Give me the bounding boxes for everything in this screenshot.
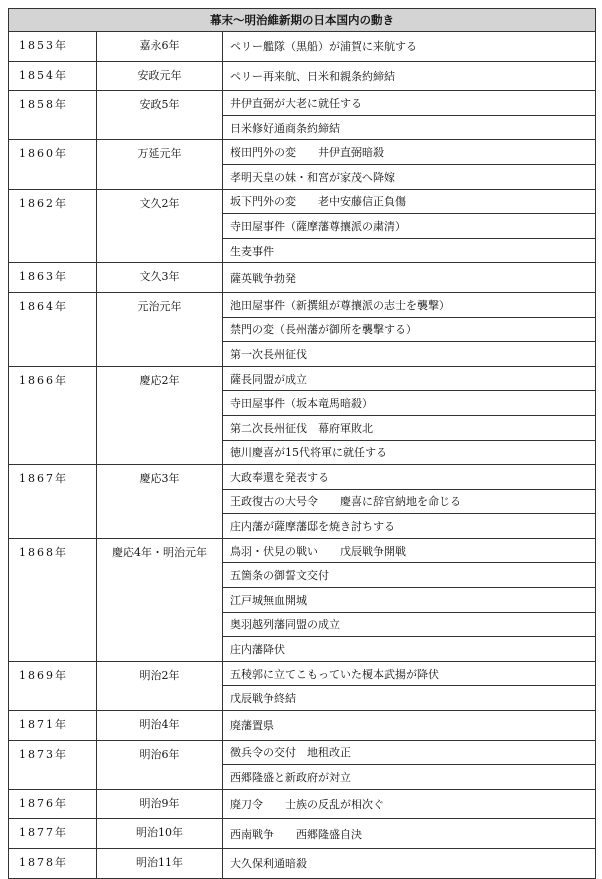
year-cell: 1860年 xyxy=(9,140,97,189)
year-cell: 1877年 xyxy=(9,819,97,849)
era-cell: 文久2年 xyxy=(97,189,223,263)
event-cell: 奥羽越列藩同盟の成立 xyxy=(223,612,596,637)
year-cell: 1878年 xyxy=(9,849,97,879)
event-cell: 井伊直弼が大老に就任する xyxy=(223,91,596,116)
year-cell: 1873年 xyxy=(9,740,97,789)
event-cell: 廃藩置県 xyxy=(223,711,596,741)
era-cell: 万延元年 xyxy=(97,140,223,189)
year-cell: 1854年 xyxy=(9,61,97,91)
table-row xyxy=(9,32,596,62)
event-cell: ペリー艦隊（黒船）が浦賀に来航する xyxy=(223,32,596,62)
year-cell: 1858年 xyxy=(9,91,97,140)
table-title: 幕末〜明治維新期の日本国内の動き xyxy=(9,9,596,32)
year-cell: 1876年 xyxy=(9,789,97,819)
year-cell: 1869年 xyxy=(9,661,97,710)
event-cell: 大久保利通暗殺 xyxy=(223,849,596,879)
event-cell: 江戸城無血開城 xyxy=(223,588,596,613)
table-row xyxy=(9,789,596,819)
table-row xyxy=(9,740,596,765)
era-cell: 元治元年 xyxy=(97,292,223,366)
event-cell: 池田屋事件（新撰組が尊攘派の志士を襲撃） xyxy=(223,292,596,317)
event-cell: 西南戦争 西郷隆盛自決 xyxy=(223,819,596,849)
event-cell: 寺田屋事件（薩摩藩尊攘派の粛清） xyxy=(223,214,596,239)
era-cell: 明治10年 xyxy=(97,819,223,849)
event-cell: 西郷隆盛と新政府が対立 xyxy=(223,765,596,790)
era-cell: 明治2年 xyxy=(97,661,223,710)
event-cell: 禁門の変（長州藩が御所を襲撃する） xyxy=(223,317,596,342)
era-cell: 明治9年 xyxy=(97,789,223,819)
event-cell: 王政復古の大号令 慶喜に辞官納地を命じる xyxy=(223,489,596,514)
event-cell: 五箇条の御誓文交付 xyxy=(223,563,596,588)
table-row xyxy=(9,189,596,214)
table-row xyxy=(9,366,596,391)
year-cell: 1867年 xyxy=(9,465,97,539)
event-cell: 庄内藩が薩摩藩邸を焼き討ちする xyxy=(223,514,596,539)
event-cell: 生麦事件 xyxy=(223,238,596,263)
event-cell: 庄内藩降伏 xyxy=(223,637,596,662)
event-cell: 第二次長州征伐 幕府軍敗北 xyxy=(223,415,596,440)
event-cell: 廃刀令 士族の反乱が相次ぐ xyxy=(223,789,596,819)
era-cell: 明治4年 xyxy=(97,711,223,741)
year-cell: 1866年 xyxy=(9,366,97,464)
table-row xyxy=(9,465,596,490)
event-cell: 坂下門外の変 老中安藤信正負傷 xyxy=(223,189,596,214)
table-row xyxy=(9,538,596,563)
era-cell: 文久3年 xyxy=(97,263,223,293)
event-cell: 戊辰戦争終結 xyxy=(223,686,596,711)
table-title-row xyxy=(9,9,596,32)
event-cell: 桜田門外の変 井伊直弼暗殺 xyxy=(223,140,596,165)
table-row xyxy=(9,91,596,116)
table-row xyxy=(9,711,596,741)
event-cell: 大政奉還を発表する xyxy=(223,465,596,490)
table-row xyxy=(9,61,596,91)
event-cell: 徳川慶喜が15代将軍に就任する xyxy=(223,440,596,465)
event-cell: 徴兵令の交付 地租改正 xyxy=(223,740,596,765)
era-cell: 慶応3年 xyxy=(97,465,223,539)
event-cell: 日米修好通商条約締結 xyxy=(223,115,596,140)
year-cell: 1863年 xyxy=(9,263,97,293)
era-cell: 明治11年 xyxy=(97,849,223,879)
era-cell: 慶応4年・明治元年 xyxy=(97,538,223,661)
event-cell: 第一次長州征伐 xyxy=(223,342,596,367)
history-table xyxy=(8,8,596,879)
table-row xyxy=(9,263,596,293)
year-cell: 1871年 xyxy=(9,711,97,741)
year-cell: 1853年 xyxy=(9,32,97,62)
year-cell: 1862年 xyxy=(9,189,97,263)
era-cell: 明治6年 xyxy=(97,740,223,789)
table-row xyxy=(9,292,596,317)
event-cell: ペリー再来航、日米和親条約締結 xyxy=(223,61,596,91)
table-row xyxy=(9,819,596,849)
era-cell: 安政5年 xyxy=(97,91,223,140)
era-cell: 安政元年 xyxy=(97,61,223,91)
era-cell: 嘉永6年 xyxy=(97,32,223,62)
table-body xyxy=(9,32,596,879)
event-cell: 薩長同盟が成立 xyxy=(223,366,596,391)
event-cell: 五稜郭に立てこもっていた榎本武揚が降伏 xyxy=(223,661,596,686)
era-cell: 慶応2年 xyxy=(97,366,223,464)
event-cell: 寺田屋事件（坂本竜馬暗殺） xyxy=(223,391,596,416)
table-row xyxy=(9,140,596,165)
event-cell: 孝明天皇の妹・和宮が家茂へ降嫁 xyxy=(223,164,596,189)
year-cell: 1868年 xyxy=(9,538,97,661)
event-cell: 鳥羽・伏見の戦い 戊辰戦争開戦 xyxy=(223,538,596,563)
table-row xyxy=(9,661,596,686)
year-cell: 1864年 xyxy=(9,292,97,366)
event-cell: 薩英戦争勃発 xyxy=(223,263,596,293)
table-row xyxy=(9,849,596,879)
